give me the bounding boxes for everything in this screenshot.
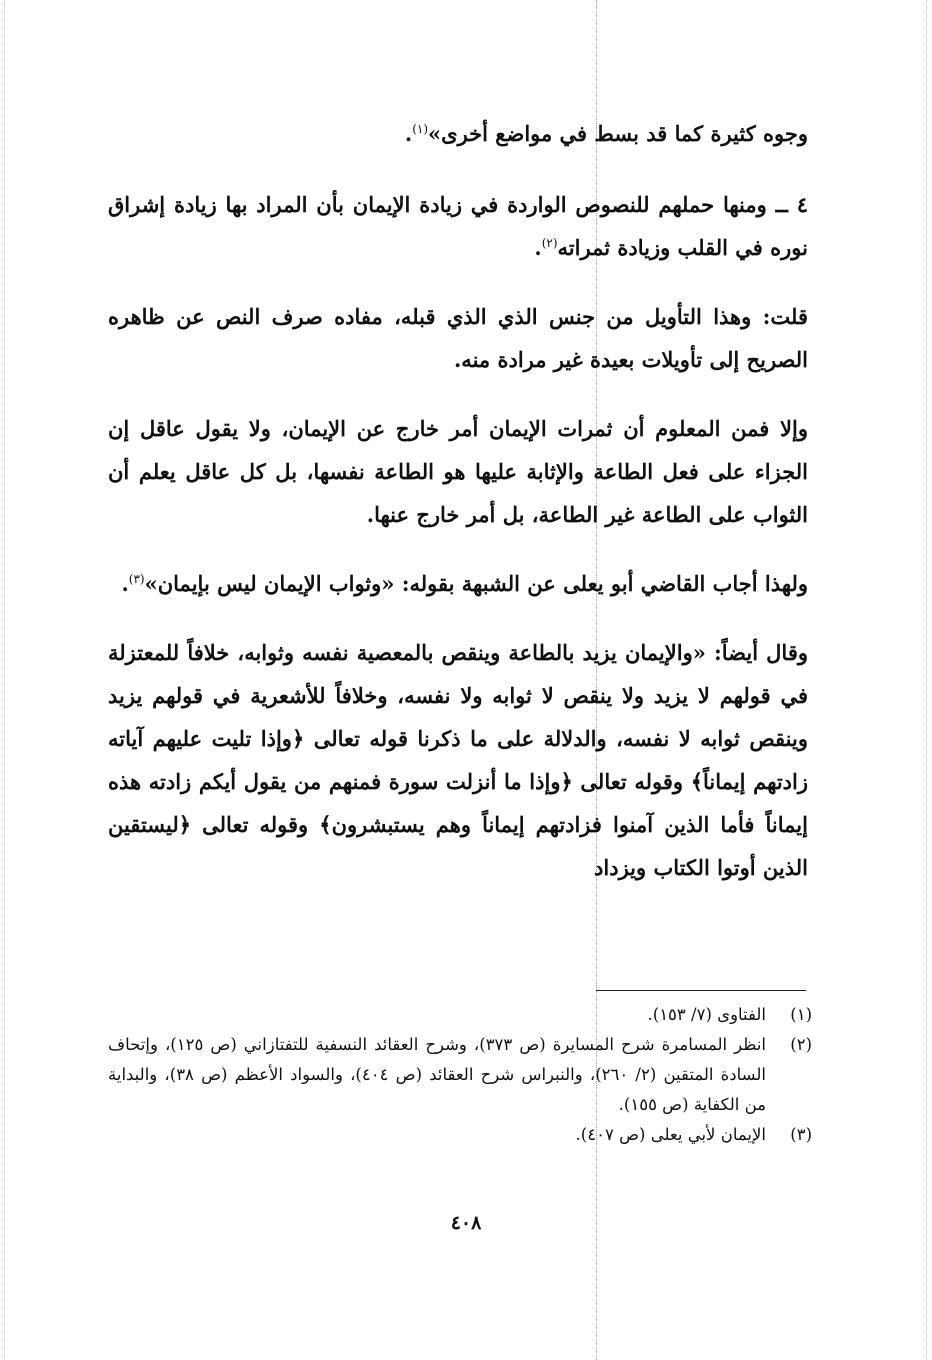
scan-edge-left bbox=[4, 0, 5, 1360]
footnote-2 bbox=[108, 1030, 812, 1120]
footnotes bbox=[108, 1000, 812, 1150]
footnote-number: (١) bbox=[790, 1005, 812, 1024]
paragraph-3: قلت: وهذا التأويل من جنس الذي الذي قبله، مفاده صرف النص عن ظاهره الصريح إلى تأويلات بعيدة غير مرادة منه. bbox=[108, 304, 808, 372]
scan-edge-right bbox=[926, 0, 927, 1360]
footnote-text: الإيمان لأبي يعلى (ص ٤٠٧). bbox=[575, 1125, 766, 1144]
paragraph-2: ٤ ــ ومنها حملهم للنصوص الواردة في زيادة الإيمان بأن المراد بها زيادة إشراق نوره في القلب وزيادة ثمراته$^{(٢)}$. bbox=[108, 192, 808, 260]
footnote-3 bbox=[108, 1120, 812, 1150]
page-number: ٤٠٨ bbox=[450, 1212, 482, 1234]
footnote-number: (٣) bbox=[790, 1125, 812, 1144]
paragraph-5: ولهذا أجاب القاضي أبو يعلى عن الشبهة بقوله: «وثواب الإيمان ليس بإيمان»$^{(٣)}$. bbox=[121, 571, 808, 596]
footnote-1 bbox=[108, 1000, 812, 1030]
paragraph-6: وقال أيضاً: «والإيمان يزيد بالطاعة وينقص بالمعصية نفسه وثوابه، خلافاً للمعتزلة في قولهم لا يزيد ولا ينقص لا ثوابه ولا نفسه، وخلافاً للأشعرية في قولهم يزيد وينقص ثوابه لا نفسه، والدلالة على ما ذكرنا قوله تعالى ﴿وإذا تليت عليهم آياته زادتهم إيماناً﴾ وقوله تعالى ﴿وإذا ما أنزلت سورة فمنهم من يقول أيكم زادته هذه إيماناً فأما الذين آمنوا فزادتهم إيماناً وهم يستبشرون﴾ وقوله تعالى ﴿ليستقين الذين أوتوا الكتاب ويزداد bbox=[108, 640, 808, 880]
footnote-number: (٢) bbox=[790, 1035, 812, 1054]
paragraph-1: وجوه كثيرة كما قد بسط في مواضع أخرى»$^{(١)}$. bbox=[404, 121, 808, 146]
paragraph-4: وإلا فمن المعلوم أن ثمرات الإيمان أمر خارج عن الإيمان، ولا يقول عاقل إن الجزاء على فعل الطاعة والإثابة عليها هو الطاعة نفسها، بل كل عاقل يعلم أن الثواب على الطاعة غير الطاعة، بل أمر خارج عنها. bbox=[108, 416, 808, 527]
footnote-text: الفتاوى (٧/ ١٥٣). bbox=[647, 1005, 766, 1024]
main-text bbox=[108, 112, 808, 889]
footnote-text: انظر المسامرة شرح المسايرة (ص ٣٧٣)، وشرح العقائد النسفية للتفتازاني (ص ١٢٥)، وإتحاف السادة المتقين (٢/ ٢٦٠)، والنبراس شرح العقائد (ص ٤٠٤)، والسواد الأعظم (ص ٣٨)، والبداية من الكفاية (ص ١٥٥). bbox=[108, 1035, 766, 1114]
footnote-separator bbox=[596, 990, 806, 991]
